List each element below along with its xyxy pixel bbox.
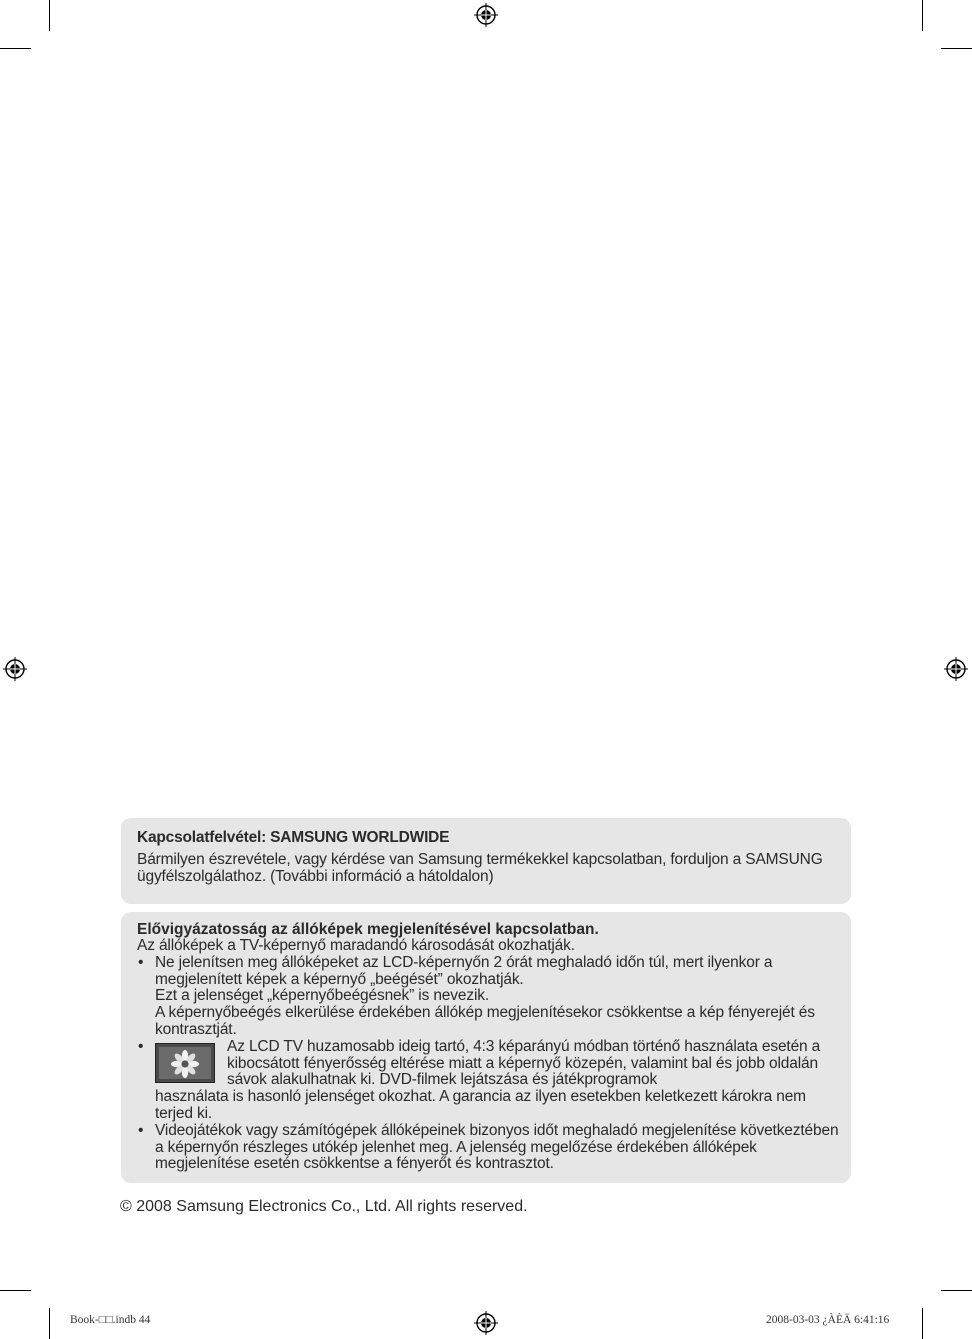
crop-mark — [49, 1308, 50, 1339]
contact-box — [121, 818, 851, 904]
bullet-mark: • — [138, 953, 144, 971]
list-item — [137, 1123, 839, 1173]
bullet1-line3: A képernyőbeégés elkerülése érdekében állókép megjelenítésekor csökkentse a kép fényerejét és kontrasztját. — [155, 1004, 815, 1038]
copyright-text: © 2008 Samsung Electronics Co., Ltd. All rights reserved. — [120, 1198, 528, 1215]
crop-mark — [922, 1308, 923, 1339]
footer-file-info: Book-□□.indb 44 — [70, 1314, 151, 1326]
crop-mark — [941, 48, 972, 49]
tv-flower-icon — [155, 1043, 215, 1083]
crop-mark — [922, 0, 923, 31]
list-item — [137, 955, 839, 1039]
warning-intro: Az állóképek a TV-képernyő maradandó károsodását okozhatják. — [137, 937, 575, 954]
bullet1-line1: Ne jelenítsen meg állóképeket az LCD-képernyőn 2 órát meghaladó időn túl, mert ilyenkor a megjelenített képek a képernyő „beégését” okozhatják. — [155, 953, 773, 988]
crop-mark — [0, 48, 31, 49]
registration-mark-icon — [3, 657, 27, 681]
list-item — [137, 1039, 839, 1123]
registration-mark-icon — [474, 1311, 498, 1335]
registration-mark-icon — [944, 657, 968, 681]
bullet3-text: Videojátékok vagy számítógépek állóképeinek bizonyos időt meghaladó megjelenítése következtében a képernyőn részleges utókép jelenhet meg. A jelenség megelőzése érdekében állóképek megjelenítése esetén csökkentse a fényerőt és kontrasztot. — [155, 1121, 839, 1173]
still-image-warning-box — [121, 912, 851, 1183]
registration-mark-icon — [474, 3, 498, 27]
crop-mark — [941, 1290, 972, 1291]
bullet2-text-b: használata is hasonló jelenséget okozhat. A garancia az ilyen esetekben keletkezett károkra nem terjed ki. — [155, 1088, 806, 1122]
crop-mark — [49, 0, 50, 31]
bullet-mark: • — [138, 1121, 144, 1139]
bullet1-line2: Ezt a jelenséget „képernyőbeégésnek” is nevezik. — [155, 987, 489, 1005]
bullet-mark: • — [138, 1037, 144, 1055]
warning-title: Elővigyázatosság az állóképek megjelenítésével kapcsolatban. — [137, 921, 599, 938]
bullet2-text-a: Az LCD TV huzamosabb ideig tartó, 4:3 képarányú módban történő használata esetén a kibocsátott fényerősség eltérése miatt a képernyő közepén, valamint bal és jobb oldalán sávok alakulhatnak ki. DVD-filmek lejátszása és játékprogramok — [227, 1037, 821, 1089]
contact-title: Kapcsolatfelvétel: SAMSUNG WORLDWIDE — [137, 829, 450, 846]
crop-mark — [0, 1290, 31, 1291]
contact-body: Bármilyen észrevétele, vagy kérdése van Samsung termékekkel kapcsolatban, forduljon a SAMSUNG ügyfélszolgálathoz. (További információ a hátoldalon) — [137, 851, 823, 885]
footer-timestamp: 2008-03-03 ¿ÀÈÄ 6:41:16 — [766, 1314, 890, 1326]
